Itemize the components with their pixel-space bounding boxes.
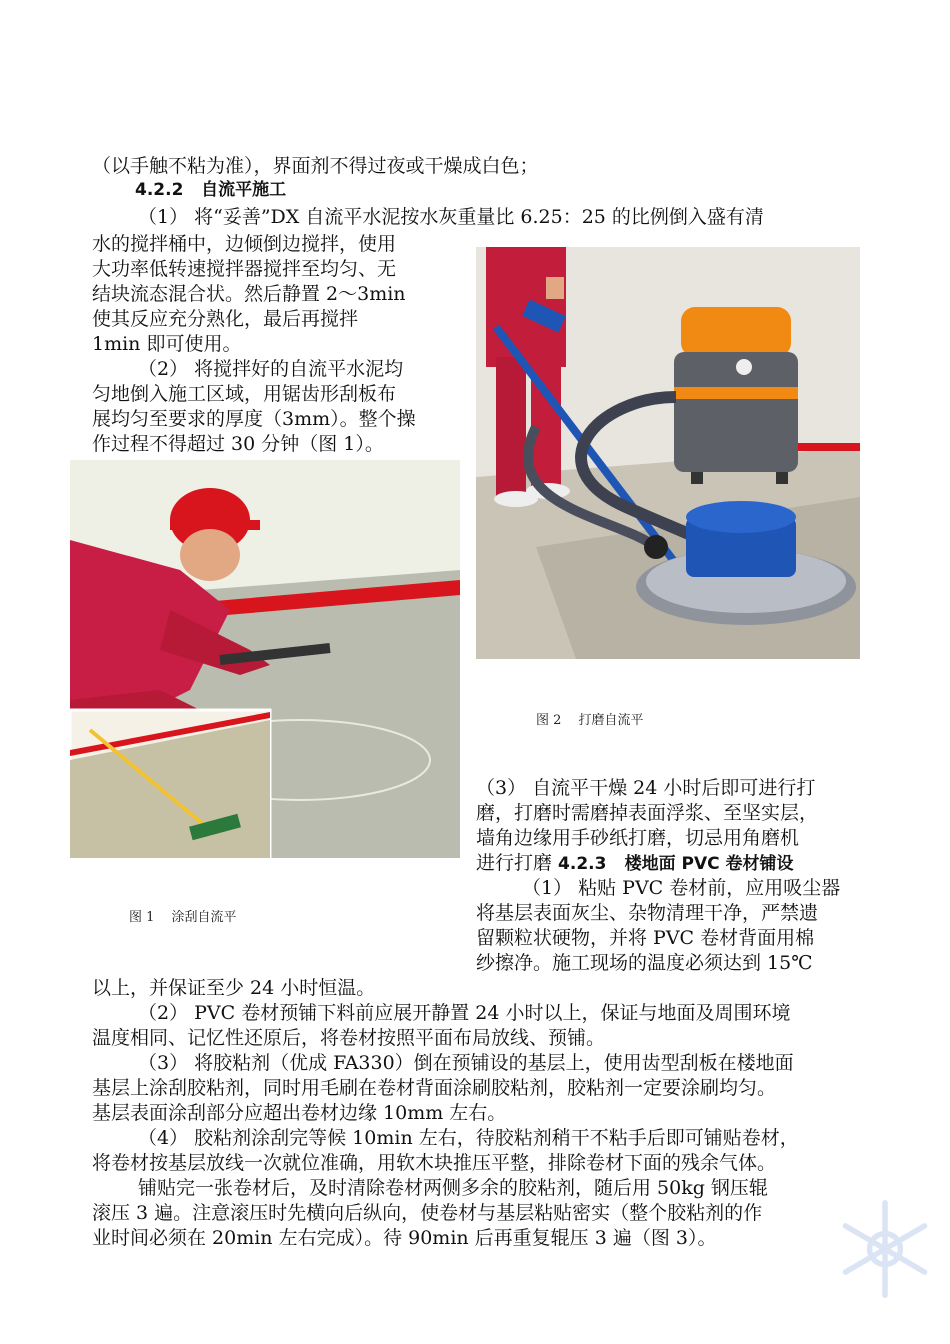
paragraph-line: 温度相同、记忆性还原后，将卷材按照平面布局放线、预铺。 — [92, 1027, 606, 1049]
paragraph-fragment: 进行打磨 — [476, 852, 559, 874]
paragraph-line: 基层表面涂刮部分应超出卷材边缘 10mm 左右。 — [92, 1102, 507, 1124]
section-number: 4.2.2 — [135, 180, 184, 200]
paragraph-line: 展均匀至要求的厚度（3mm）。整个操 — [92, 408, 416, 430]
snowflake-watermark-icon — [830, 1194, 940, 1304]
paragraph-line: （1） 粘贴 PVC 卷材前，应用吸尘器 — [522, 877, 841, 899]
grinding-machine-illustration — [476, 247, 860, 659]
paragraph-line: 留颗粒状硬物，并将 PVC 卷材背面用棉 — [476, 927, 815, 949]
paragraph-line: （2） 将搅拌好的自流平水泥均 — [138, 358, 404, 380]
figure-1-photo — [70, 460, 460, 858]
paragraph-line: （2） PVC 卷材预铺下料前应展开静置 24 小时以上，保证与地面及周围环境 — [138, 1002, 791, 1024]
paragraph-line: 以上，并保证至少 24 小时恒温。 — [92, 977, 376, 999]
paragraph-line: 结块流态混合状。然后静置 2～3min — [92, 283, 406, 305]
paragraph-line: 将卷材按基层放线一次就位准确，用软木块推压平整，排除卷材下面的残余气体。 — [92, 1152, 777, 1174]
paragraph-line: 铺贴完一张卷材后，及时清除卷材两侧多余的胶粘剂，随后用 50kg 钢压辊 — [138, 1177, 768, 1199]
self-leveling-spreading-illustration — [70, 460, 460, 858]
intro-line: （以手触不粘为准），界面剂不得过夜或干燥成白色； — [92, 155, 539, 177]
paragraph-line: 纱擦净。施工现场的温度必须达到 15℃ — [476, 952, 813, 974]
paragraph-line: 磨，打磨时需磨掉表面浮浆、至坚实层， — [476, 802, 819, 824]
paragraph-line: 使其反应充分熟化，最后再搅拌 — [92, 308, 359, 330]
paragraph-line-with-heading — [476, 851, 794, 876]
section-title: 自流平施工 — [201, 180, 287, 200]
paragraph-line: 水的搅拌桶中，边倾倒边搅拌，使用 — [92, 233, 397, 255]
figure-1-caption: 图 1 涂刮自流平 — [129, 910, 237, 925]
paragraph-line: （1） 将“妥善”DX 自流平水泥按水灰重量比 6.25：25 的比例倒入盛有清 — [138, 206, 764, 228]
paragraph-line: （4） 胶粘剂涂刮完等候 10min 左右，待胶粘剂稍干不粘手后即可铺贴卷材， — [138, 1127, 799, 1149]
paragraph-line: 滚压 3 遍。注意滚压时先横向后纵向，使卷材与基层粘贴密实（整个胶粘剂的作 — [92, 1202, 763, 1224]
paragraph-line: （3） 将胶粘剂（优成 FA330）倒在预铺设的基层上，使用齿型刮板在楼地面 — [138, 1052, 794, 1074]
paragraph-line: （3） 自流平干燥 24 小时后即可进行打 — [476, 777, 816, 799]
paragraph-line: 墙角边缘用手砂纸打磨，切忌用角磨机 — [476, 827, 800, 849]
paragraph-line: 基层上涂刮胶粘剂，同时用毛刷在卷材背面涂刷胶粘剂，胶粘剂一定要涂刷均匀。 — [92, 1077, 777, 1099]
figure-2-caption: 图 2 打磨自流平 — [536, 713, 644, 728]
paragraph-line: 匀地倒入施工区域，用锯齿形刮板布 — [92, 383, 397, 405]
figure-2-photo — [476, 247, 860, 659]
section-number-4-2-3: 4.2.3 — [558, 854, 607, 874]
section-title-4-2-3: 楼地面 PVC 卷材铺设 — [624, 854, 794, 874]
paragraph-line: 作过程不得超过 30 分钟（图 1）。 — [92, 433, 384, 455]
paragraph-line: 1min 即可使用。 — [92, 333, 242, 355]
paragraph-line: 业时间必须在 20min 左右完成）。待 90min 后再重复辊压 3 遍（图 3）。 — [92, 1227, 717, 1249]
paragraph-line: 大功率低转速搅拌器搅拌至均匀、无 — [92, 258, 397, 280]
paragraph-line: 将基层表面灰尘、杂物清理干净，严禁遗 — [476, 902, 819, 924]
section-heading-4-2-2 — [135, 178, 286, 202]
